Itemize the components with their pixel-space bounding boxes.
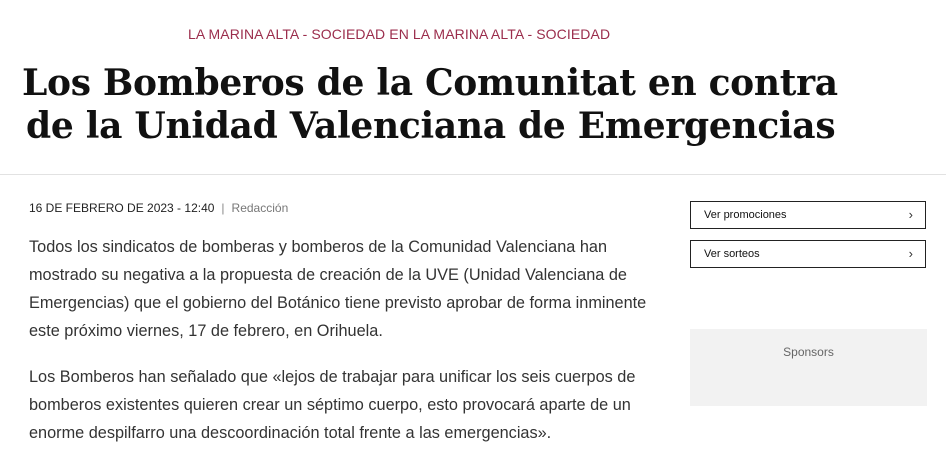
article-title-line-1: Los Bomberos de la Comunitat en contra [22,62,838,104]
article-title-line-2: de la Unidad Valenciana de Emergencias [26,105,836,147]
author-name[interactable]: Redacción [231,201,289,215]
chevron-right-icon: › [908,246,913,261]
raffles-button[interactable] [690,240,926,268]
sponsors-label: Sponsors [783,345,834,359]
article-paragraph: Todos los sindicatos de bomberas y bomberos de la Comunidad Valenciana han mostrado su negativa a la propuesta de creación de la UVE (Unidad Valenciana de Emergencias) que el gobierno del Botánico tiene previsto aprobar de forma inminente este próximo viernes, 17 de febrero, en Orihuela. [29,238,647,340]
article-paragraph: Los Bomberos han señalado que «lejos de trabajar para unificar los seis cuerpos de bomberos existentes quieren crear un séptimo cuerpo, esto provocará aparte de un enorme despilfarro una descoordinación total frente a las emergencias». [29,368,636,442]
publish-date: 16 DE FEBRERO DE 2023 - 12:40 [29,201,215,215]
article-meta [29,201,288,215]
article-header [0,0,946,175]
meta-separator: | [221,201,225,215]
article-body [29,233,669,465]
promotions-button[interactable] [690,201,926,229]
article-title [22,62,842,148]
promotions-label: Ver promociones [704,209,787,221]
chevron-right-icon: › [908,207,913,222]
sponsors-box [690,329,927,406]
section-breadcrumb[interactable]: LA MARINA ALTA - SOCIEDAD EN LA MARINA ALTA - SOCIEDAD [188,26,611,42]
raffles-label: Ver sorteos [704,248,760,260]
